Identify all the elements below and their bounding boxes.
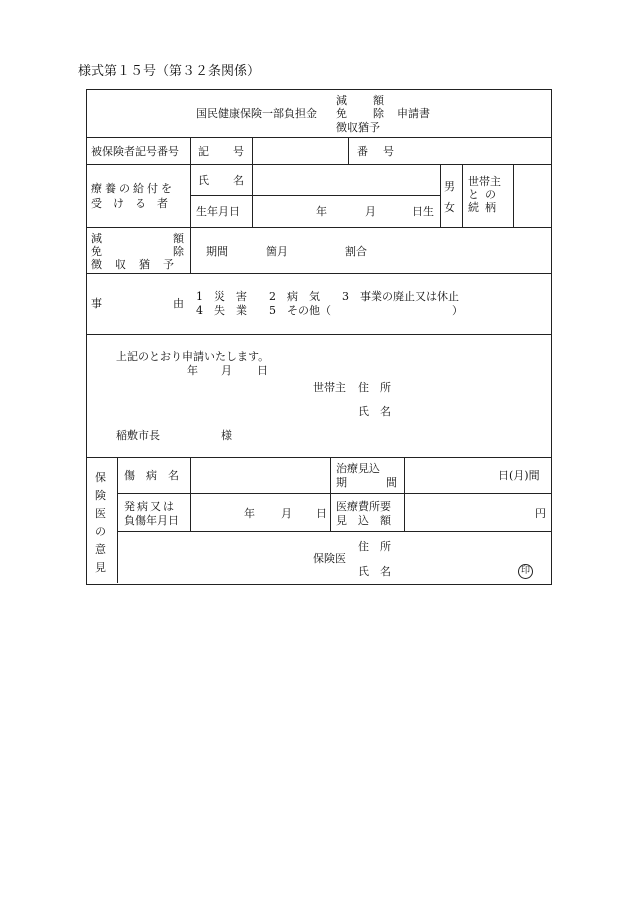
col-divider: [513, 164, 514, 227]
col-divider: [117, 457, 118, 583]
relationship-field[interactable]: [515, 166, 549, 226]
col-divider: [440, 164, 441, 227]
cost-yen: 円: [535, 507, 546, 520]
treatment-period-label-char2: 間: [386, 476, 397, 489]
treatment-period-label-char1: 期: [336, 476, 347, 489]
header-title: 国民健康保険一部負担金: [196, 107, 317, 120]
doctor-label-char: の: [95, 525, 106, 538]
doctor-label: 保険医: [313, 552, 346, 565]
cost-label-line1: 医療費所要: [336, 500, 391, 513]
col-divider: [190, 457, 191, 531]
row-divider: [86, 227, 551, 228]
gender-male[interactable]: 男: [444, 180, 455, 193]
reduction-label-1b: 額: [173, 232, 184, 245]
reduction-period: 期間: [206, 245, 228, 258]
householder-label: 世帯主: [313, 381, 346, 394]
relationship-label-line1: 世帯主: [468, 175, 501, 188]
bango-field[interactable]: [406, 139, 548, 163]
col-divider: [462, 164, 463, 227]
header-reduction-char2: 額: [373, 94, 384, 107]
form-number: 様式第１５号（第３２条関係）: [78, 64, 261, 79]
header-reduction-char1: 減: [336, 94, 347, 107]
kigo-field[interactable]: [254, 139, 346, 163]
doctor-name-label: 氏 名: [358, 565, 391, 578]
relationship-label-line2: との: [468, 188, 502, 201]
application-month: 月: [221, 364, 232, 377]
reason-options-line1[interactable]: 1 災 害 2 病 気 3 事業の廃止又は休止: [196, 290, 459, 303]
name-field[interactable]: [254, 166, 438, 193]
treatment-period-unit: 日(月)間: [498, 469, 540, 482]
bango-label-char2: 号: [383, 145, 394, 158]
dob-label: 生年月日: [196, 205, 240, 218]
doctor-label-char: 医: [95, 507, 106, 520]
row-divider: [86, 273, 551, 274]
header-exemption-char1: 免: [336, 107, 347, 120]
reason-label-char2: 由: [173, 297, 184, 310]
reduction-label-2a: 免: [91, 245, 102, 258]
onset-year: 年: [244, 507, 255, 520]
col-divider: [330, 457, 331, 531]
onset-label-line2: 負傷年月日: [124, 514, 179, 527]
doctor-address-label: 住 所: [358, 540, 391, 553]
kigo-label-char1: 記: [198, 145, 209, 158]
row-divider: [86, 137, 551, 138]
name-label-char1: 氏: [198, 174, 209, 187]
relationship-label-line3: 続柄: [468, 201, 502, 214]
row-divider: [86, 457, 551, 458]
gender-female[interactable]: 女: [444, 201, 455, 214]
row-divider: [117, 493, 551, 494]
reduction-months: 箇月: [266, 245, 288, 258]
householder-name-label: 氏 名: [358, 405, 391, 418]
row-divider: [190, 195, 440, 196]
recipient-label-line2: 受ける者: [91, 197, 179, 210]
mayor-label: 稲敷市長: [116, 429, 160, 442]
dob-month: 月: [365, 205, 376, 218]
header-exemption-char2: 除: [373, 107, 384, 120]
doctor-label-char: 険: [95, 489, 106, 502]
reason-options-line2[interactable]: 4 失 業 5 その他（ ）: [196, 304, 463, 317]
col-divider: [190, 137, 191, 273]
onset-day: 日: [316, 507, 327, 520]
dob-day: 日生: [412, 205, 434, 218]
reduction-label-1a: 減: [91, 232, 102, 245]
reduction-ratio: 割合: [345, 245, 367, 258]
treatment-period-label-line1: 治療見込: [336, 462, 380, 475]
doctor-label-char: 保: [95, 471, 106, 484]
application-day: 日: [257, 364, 268, 377]
doctor-label-char: 見: [95, 561, 106, 574]
disease-label: 傷 病 名: [124, 469, 179, 482]
reason-label-char1: 事: [91, 297, 102, 310]
col-divider: [404, 457, 405, 531]
header-title-suffix: 申請書: [397, 107, 430, 120]
householder-address-label: 住 所: [358, 381, 391, 394]
col-divider: [348, 137, 349, 164]
row-divider: [86, 334, 551, 335]
onset-label-line1: 発病又は: [124, 500, 176, 513]
application-year: 年: [187, 364, 198, 377]
mayor-honorific: 様: [221, 429, 232, 442]
application-statement: 上記のとおり申請いたします。: [116, 350, 270, 363]
disease-field[interactable]: [192, 459, 328, 491]
row-divider: [86, 164, 551, 165]
insured-number-label: 被保険者記号番号: [91, 145, 179, 158]
header-deferral: 徴収猶予: [336, 121, 380, 134]
col-divider: [252, 137, 253, 227]
row-divider: [117, 531, 551, 532]
bango-label-char1: 番: [357, 145, 368, 158]
seal-icon: 印: [518, 564, 533, 579]
doctor-label-char: 意: [95, 543, 106, 556]
reduction-label-3: 徴収猶予: [91, 258, 187, 271]
kigo-label-char2: 号: [233, 145, 244, 158]
cost-label-line2: 見 込 額: [336, 514, 391, 527]
reduction-label-2b: 除: [173, 245, 184, 258]
dob-year: 年: [316, 205, 327, 218]
name-label-char2: 名: [233, 174, 244, 187]
onset-month: 月: [281, 507, 292, 520]
recipient-label-line1: 療養の給付を: [91, 182, 175, 195]
